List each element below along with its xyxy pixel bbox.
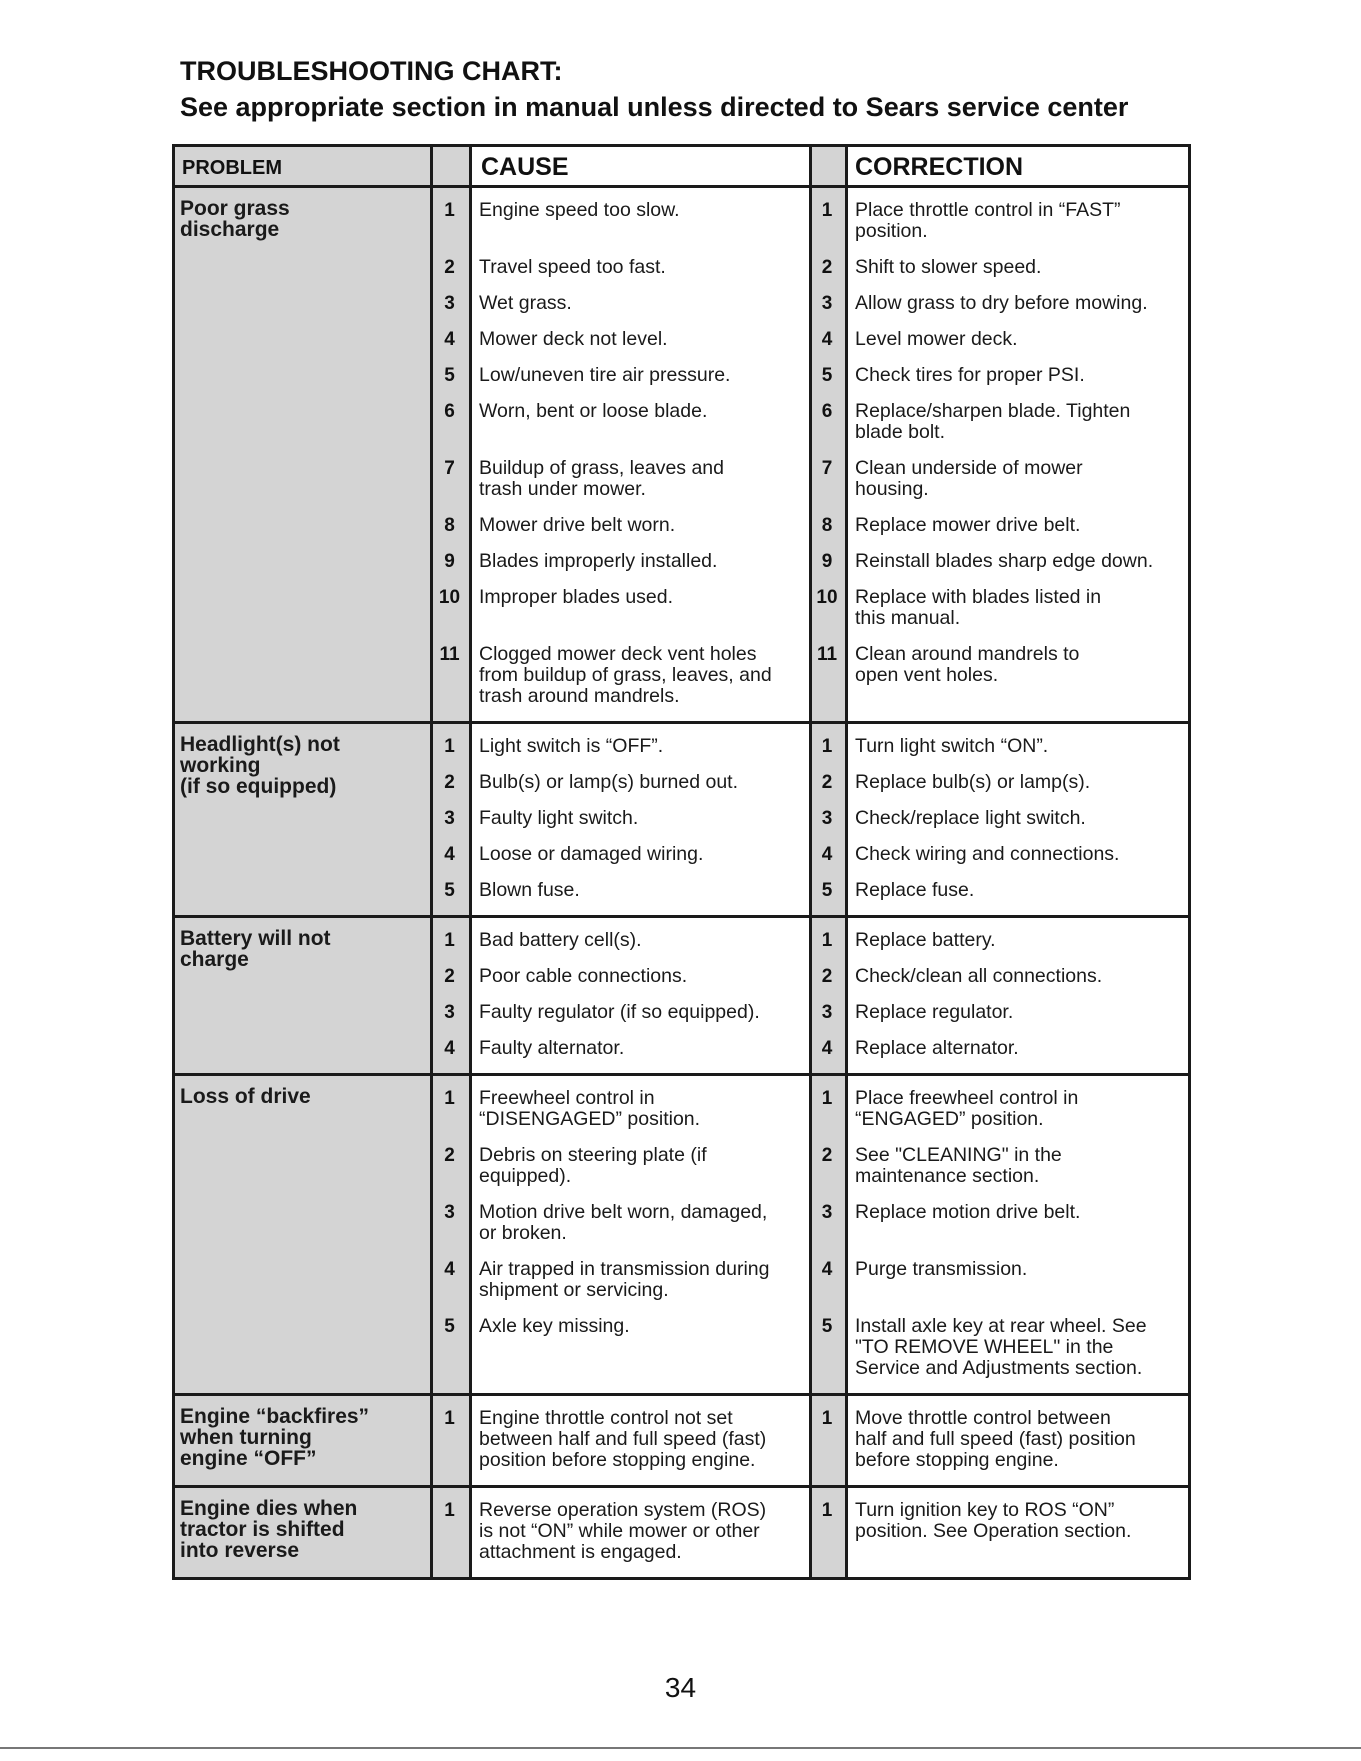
correction-number: 5: [821, 1316, 833, 1337]
cause-text: Poor cable connections.: [479, 965, 688, 987]
correction-number: 3: [821, 1002, 833, 1023]
correction-number: 4: [821, 844, 833, 865]
cause-number: 9: [444, 551, 455, 572]
table-rule-horizontal: [172, 721, 1191, 724]
correction-text: Check/clean all connections.: [855, 965, 1103, 987]
problem-label: Headlight(s) not working (if so equipped): [180, 733, 340, 798]
troubleshooting-table: [172, 144, 1188, 1578]
table-rule-horizontal: [172, 1577, 1191, 1580]
correction-text: Replace motion drive belt.: [855, 1201, 1081, 1223]
cause-text: Improper blades used.: [479, 586, 674, 608]
header-problem: PROBLEM: [182, 157, 282, 179]
correction-number: 4: [821, 1038, 833, 1059]
table-rule-vertical: [172, 144, 175, 1579]
cause-text: Worn, bent or loose blade.: [479, 400, 708, 422]
correction-number: 10: [816, 587, 838, 608]
cause-text: Mower drive belt worn.: [479, 514, 676, 536]
cause-number: 10: [438, 587, 461, 608]
cause-text: Travel speed too fast.: [479, 256, 666, 278]
table-rule-vertical: [845, 144, 848, 1579]
cause-text: Faulty alternator.: [479, 1037, 625, 1059]
cause-text: Bad battery cell(s).: [479, 929, 642, 951]
correction-text: Replace fuse.: [855, 879, 975, 901]
cause-text: Light switch is “OFF”.: [479, 735, 664, 757]
correction-text: Turn light switch “ON”.: [855, 735, 1049, 757]
table-rule-horizontal: [172, 144, 1191, 147]
cause-number: 4: [444, 329, 455, 350]
page-number: 34: [664, 1672, 697, 1703]
cause-text: Buildup of grass, leaves and trash under mower.: [479, 457, 724, 500]
cause-number: 5: [444, 1316, 455, 1337]
correction-text: Replace/sharpen blade. Tighten blade bolt.: [855, 400, 1131, 443]
table-rule-horizontal: [172, 185, 1191, 188]
correction-text: Allow grass to dry before mowing.: [855, 292, 1148, 314]
cause-number: 3: [444, 1202, 455, 1223]
correction-text: Reinstall blades sharp edge down.: [855, 550, 1154, 572]
cause-text: Motion drive belt worn, damaged, or broken.: [479, 1201, 768, 1244]
cause-text: Bulb(s) or lamp(s) burned out.: [479, 771, 739, 793]
correction-number: 1: [821, 200, 833, 221]
table-rule-horizontal: [172, 1485, 1191, 1488]
table-rule-horizontal: [172, 1073, 1191, 1076]
correction-text: Replace alternator.: [855, 1037, 1019, 1059]
correction-number: 4: [821, 1259, 833, 1280]
table-rule-vertical: [469, 144, 472, 1579]
cause-number: 3: [444, 1002, 455, 1023]
cause-number: 1: [444, 1408, 455, 1429]
correction-number: 3: [821, 808, 833, 829]
cause-text: Axle key missing.: [479, 1315, 630, 1337]
cause-number: 5: [444, 880, 455, 901]
correction-number: 6: [821, 401, 833, 422]
cause-text: Clogged mower deck vent holes from buildup of grass, leaves, and trash around mandrels.: [479, 643, 772, 707]
correction-number: 5: [821, 365, 833, 386]
problem-label: Engine dies when tractor is shifted into reverse: [180, 1497, 358, 1562]
correction-text: Clean around mandrels to open vent holes.: [855, 643, 1080, 686]
cause-text: Freewheel control in “DISENGAGED” position.: [479, 1087, 701, 1130]
correction-number: 8: [821, 515, 833, 536]
correction-number: 1: [821, 736, 833, 757]
correction-text: Turn ignition key to ROS “ON” position. See Operation section.: [855, 1499, 1132, 1542]
table-rule-vertical: [430, 144, 433, 1579]
cause-text: Faulty light switch.: [479, 807, 639, 829]
cause-number: 11: [439, 644, 460, 665]
correction-text: Move throttle control between half and full speed (fast) position before stopping engine.: [855, 1407, 1136, 1471]
correction-text: Shift to slower speed.: [855, 256, 1042, 278]
problem-label: Engine “backfires” when turning engine “OFF”: [180, 1405, 370, 1470]
chart-subtitle: See appropriate section in manual unless directed to Sears service center: [180, 92, 1129, 122]
correction-text: Replace mower drive belt.: [855, 514, 1081, 536]
correction-number: 2: [821, 1145, 833, 1166]
cause-number: 3: [444, 808, 455, 829]
cause-number: 4: [444, 1038, 455, 1059]
cause-text: Faulty regulator (if so equipped).: [479, 1001, 760, 1023]
cause-number: 1: [444, 200, 455, 221]
cause-number: 7: [444, 458, 455, 479]
cause-text: Mower deck not level.: [479, 328, 668, 350]
correction-text: Replace battery.: [855, 929, 996, 951]
correction-number: 2: [821, 772, 833, 793]
correction-number: 2: [821, 257, 833, 278]
correction-text: Install axle key at rear wheel. See "TO REMOVE WHEEL" in the Service and Adjustments section.: [855, 1315, 1147, 1379]
cause-text: Loose or damaged wiring.: [479, 843, 704, 865]
correction-text: Replace bulb(s) or lamp(s).: [855, 771, 1091, 793]
cause-number: 5: [444, 365, 455, 386]
cause-number: 1: [444, 736, 455, 757]
problem-label: Poor grass discharge: [180, 197, 290, 241]
cause-text: Reverse operation system (ROS) is not “ON” while mower or other attachment is engaged.: [479, 1499, 767, 1563]
correction-text: Level mower deck.: [855, 328, 1018, 350]
correction-text: Place throttle control in “FAST” position.: [855, 199, 1121, 242]
cause-number: 2: [444, 1145, 455, 1166]
cause-text: Air trapped in transmission during shipment or servicing.: [479, 1258, 770, 1301]
table-rule-vertical: [809, 144, 812, 1579]
cause-number: 1: [444, 930, 455, 951]
correction-number: 1: [821, 930, 833, 951]
cause-number: 2: [444, 257, 455, 278]
header-correction: CORRECTION: [855, 153, 1024, 181]
cause-text: Blades improperly installed.: [479, 550, 718, 572]
bottom-rule: [0, 1747, 1361, 1749]
cause-number: 2: [444, 772, 455, 793]
correction-number: 3: [821, 293, 833, 314]
correction-number: 2: [821, 966, 833, 987]
gray-column-fill: [172, 144, 430, 1578]
correction-text: Replace with blades listed in this manual.: [855, 586, 1102, 629]
header-cause: CAUSE: [481, 153, 569, 181]
correction-text: Place freewheel control in “ENGAGED” position.: [855, 1087, 1079, 1130]
correction-text: Check wiring and connections.: [855, 843, 1120, 865]
cause-text: Low/uneven tire air pressure.: [479, 364, 731, 386]
cause-number: 4: [444, 844, 455, 865]
table-rule-horizontal: [172, 915, 1191, 918]
correction-text: Clean underside of mower housing.: [855, 457, 1083, 500]
correction-number: 9: [821, 551, 833, 572]
cause-number: 1: [444, 1500, 455, 1521]
correction-text: Purge transmission.: [855, 1258, 1028, 1280]
correction-number: 7: [821, 458, 833, 479]
cause-text: Engine throttle control not set between half and full speed (fast) position before stopping engine.: [479, 1407, 767, 1471]
correction-number: 11: [816, 644, 838, 665]
cause-text: Wet grass.: [479, 292, 572, 314]
cause-number: 1: [444, 1088, 455, 1109]
table-rule-horizontal: [172, 1393, 1191, 1396]
correction-number: 4: [821, 329, 833, 350]
correction-number: 1: [821, 1408, 833, 1429]
table-rule-vertical: [1188, 144, 1191, 1579]
cause-number: 8: [444, 515, 455, 536]
cause-number: 3: [444, 293, 455, 314]
problem-label: Loss of drive: [180, 1085, 311, 1108]
correction-number: 1: [821, 1088, 833, 1109]
correction-text: Replace regulator.: [855, 1001, 1014, 1023]
correction-number: 3: [821, 1202, 833, 1223]
correction-number: 5: [821, 880, 833, 901]
correction-text: Check/replace light switch.: [855, 807, 1086, 829]
correction-text: See "CLEANING" in the maintenance section.: [855, 1144, 1062, 1187]
problem-label: Battery will not charge: [180, 927, 331, 971]
cause-number: 2: [444, 966, 455, 987]
cause-text: Debris on steering plate (if equipped).: [479, 1144, 707, 1187]
cause-number: 4: [444, 1259, 455, 1280]
cause-text: Engine speed too slow.: [479, 199, 680, 221]
correction-number: 1: [821, 1500, 833, 1521]
cause-number: 6: [444, 401, 455, 422]
chart-title: TROUBLESHOOTING CHART:: [180, 56, 563, 86]
correction-text: Check tires for proper PSI.: [855, 364, 1085, 386]
cause-text: Blown fuse.: [479, 879, 580, 901]
